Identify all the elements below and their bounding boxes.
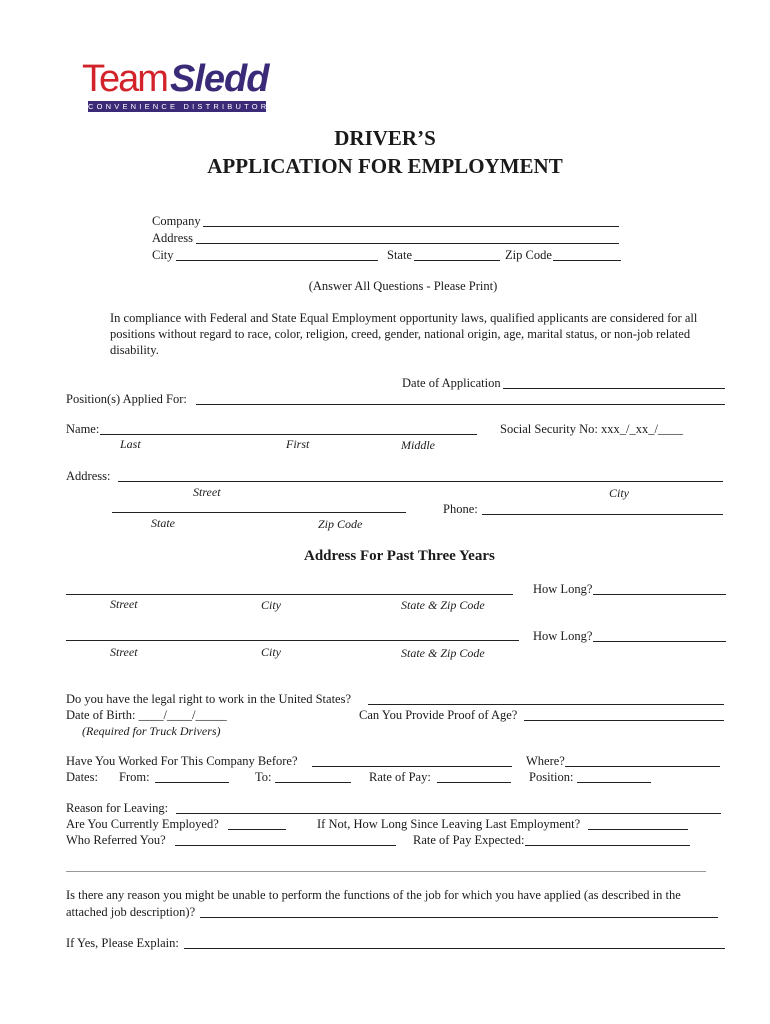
- position-field[interactable]: [577, 782, 651, 783]
- logo-sledd-text: Sledd: [170, 58, 269, 100]
- address-zip-caption: Zip Code: [318, 517, 363, 531]
- worked-before-label: Have You Worked For This Company Before?: [66, 754, 298, 768]
- reason-leaving-field[interactable]: [176, 813, 721, 814]
- dates-label: Dates:: [66, 770, 98, 784]
- if-yes-explain-label: If Yes, Please Explain:: [66, 936, 179, 950]
- past-address-2-field[interactable]: [66, 640, 519, 641]
- address-header-field[interactable]: [196, 243, 619, 244]
- rate-of-pay-label: Rate of Pay:: [369, 770, 431, 784]
- currently-employed-field[interactable]: [228, 829, 286, 830]
- city-header-field[interactable]: [176, 260, 378, 261]
- how-long-1-field[interactable]: [593, 594, 726, 595]
- how-long-2-field[interactable]: [593, 641, 726, 642]
- rate-expected-field[interactable]: [525, 845, 690, 846]
- how-long-2-label: How Long?: [533, 629, 593, 643]
- compliance-line-2: positions without regard to race, color, religion, creed, gender, national origin, age, marital status, or non-job related: [110, 327, 691, 341]
- zip-header-label: Zip Code: [505, 248, 552, 262]
- past-addresses-heading: Address For Past Three Years: [304, 548, 495, 564]
- name-first-caption: First: [286, 437, 310, 451]
- state-header-label: State: [387, 248, 412, 262]
- date-of-birth-label: Date of Birth: ____/____/_____: [66, 708, 227, 722]
- compliance-line-1: In compliance with Federal and State Equal Employment opportunity laws, qualified applicants are considered for all: [110, 311, 698, 325]
- referred-by-label: Who Referred You?: [66, 833, 166, 847]
- date-of-application-field[interactable]: [503, 388, 725, 389]
- reason-leaving-extra-line[interactable]: [66, 871, 706, 872]
- address-state-caption: State: [151, 516, 175, 530]
- if-yes-explain-field[interactable]: [184, 948, 725, 949]
- address-header-label: Address: [152, 231, 193, 245]
- address-street-caption: Street: [193, 485, 221, 499]
- unable-answer-field[interactable]: [200, 917, 718, 918]
- address-city-caption: City: [609, 486, 629, 500]
- where-label: Where?: [526, 754, 565, 768]
- logo-tagline: CONVENIENCE DISTRIBUTOR: [88, 102, 270, 111]
- phone-field[interactable]: [482, 514, 723, 515]
- how-long-1-label: How Long?: [533, 582, 593, 596]
- positions-applied-label: Position(s) Applied For:: [66, 392, 187, 406]
- past-2-city-caption: City: [261, 645, 281, 659]
- legal-right-label: Do you have the legal right to work in the United States?: [66, 692, 352, 706]
- zip-header-field[interactable]: [553, 260, 621, 261]
- to-field[interactable]: [275, 782, 351, 783]
- past-2-street-caption: Street: [110, 645, 138, 659]
- worked-before-field[interactable]: [312, 766, 512, 767]
- proof-of-age-field[interactable]: [524, 720, 724, 721]
- name-label: Name:: [66, 422, 100, 436]
- logo-team-text: Team: [82, 58, 167, 100]
- compliance-line-3: disability.: [110, 343, 159, 357]
- address-street-field[interactable]: [118, 481, 723, 482]
- company-label: Company: [152, 214, 201, 228]
- positions-applied-field[interactable]: [196, 404, 725, 405]
- title-application: APPLICATION FOR EMPLOYMENT: [207, 154, 563, 178]
- ssn-label: Social Security No: xxx_/_xx_/____: [500, 422, 683, 436]
- position-label: Position:: [529, 770, 574, 784]
- currently-employed-label: Are You Currently Employed?: [66, 817, 219, 831]
- company-field[interactable]: [203, 226, 619, 227]
- from-field[interactable]: [155, 782, 229, 783]
- proof-of-age-label: Can You Provide Proof of Age?: [359, 708, 518, 722]
- legal-right-field[interactable]: [368, 704, 724, 705]
- to-label: To:: [255, 770, 272, 784]
- past-2-state-zip-caption: State & Zip Code: [401, 646, 485, 660]
- state-header-field[interactable]: [414, 260, 500, 261]
- rate-of-pay-field[interactable]: [437, 782, 511, 783]
- unable-question-line-2: attached job description)?: [66, 905, 196, 919]
- past-1-city-caption: City: [261, 598, 281, 612]
- instruction-text: (Answer All Questions - Please Print): [308, 279, 498, 293]
- how-long-since-label: If Not, How Long Since Leaving Last Employment?: [317, 817, 581, 831]
- how-long-since-field[interactable]: [588, 829, 688, 830]
- where-field[interactable]: [565, 766, 720, 767]
- past-address-1-field[interactable]: [66, 594, 513, 595]
- address-state-zip-field[interactable]: [112, 512, 406, 513]
- past-1-state-zip-caption: State & Zip Code: [401, 598, 485, 612]
- required-truck-caption: (Required for Truck Drivers): [82, 724, 221, 738]
- reason-leaving-label: Reason for Leaving:: [66, 801, 169, 815]
- referred-by-field[interactable]: [175, 845, 396, 846]
- date-of-application-label: Date of Application: [402, 376, 501, 390]
- rate-expected-label: Rate of Pay Expected:: [413, 833, 525, 847]
- unable-question-line-1: Is there any reason you might be unable to perform the functions of the job for which you have applied (as described in the: [66, 888, 681, 902]
- address-label: Address:: [66, 469, 111, 483]
- from-label: From:: [119, 770, 150, 784]
- title-drivers: DRIVER’S: [334, 126, 436, 150]
- name-field[interactable]: [100, 434, 477, 435]
- name-middle-caption: Middle: [401, 438, 435, 452]
- phone-label: Phone:: [443, 502, 478, 516]
- past-1-street-caption: Street: [110, 597, 138, 611]
- name-last-caption: Last: [120, 437, 141, 451]
- city-header-label: City: [152, 248, 174, 262]
